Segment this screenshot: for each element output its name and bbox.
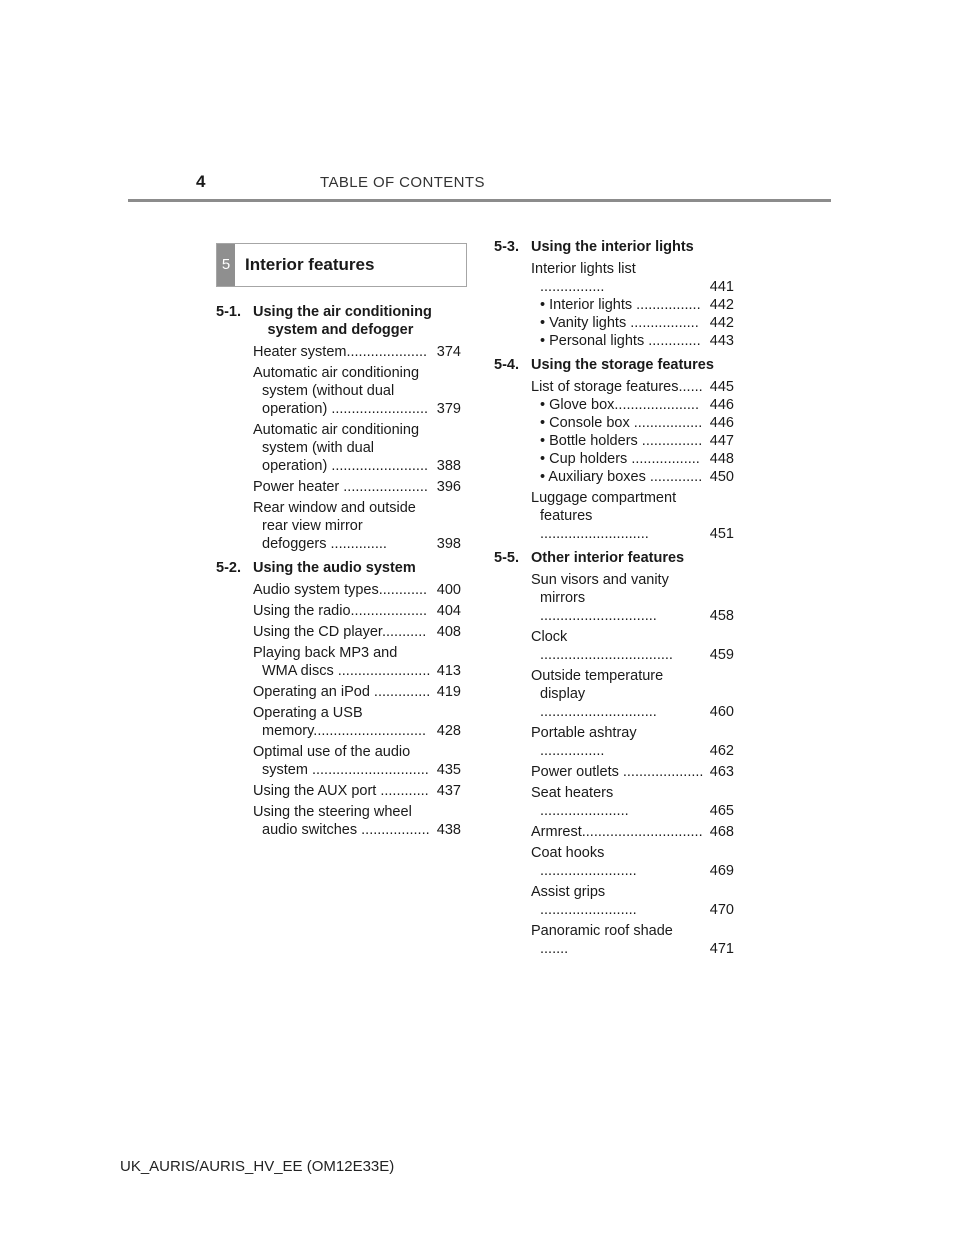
toc-entry-label: Seat heaters ...................... [531,785,629,819]
toc-page-number: 458 [709,608,734,624]
toc-bullet-entry[interactable] [531,396,734,414]
toc-entry-label: Interior lights list ................ [531,261,636,295]
document-code: UK_AURIS/AURIS_HV_EE (OM12E33E) [120,1158,395,1175]
toc-bullet-entry[interactable] [531,332,734,350]
toc-entry[interactable] [531,724,734,760]
toc-page-number: 388 [436,458,461,474]
toc-entry-label: Armrest.............................. [531,824,703,840]
toc-entry[interactable] [253,623,461,641]
toc-entry[interactable] [253,421,461,475]
subsection-title: Using the audio system [253,560,416,576]
toc-page-number: 460 [709,704,734,720]
subsection-title: Other interior features [531,550,685,566]
toc-page-number: 463 [709,764,734,780]
toc-bullet-list [531,296,734,350]
subsection-title: Using the interior lights [531,239,694,255]
toc-entry-list [494,378,734,543]
toc-page-number: 465 [709,803,734,819]
toc-bullet-entry[interactable] [531,432,734,450]
toc-page-number: 400 [436,582,461,598]
toc-entry-label: Assist grips ........................ [531,884,637,918]
toc-entry-label: • Bottle holders ............... [540,433,703,449]
toc-entry[interactable] [253,803,461,839]
toc-entry-label: • Console box ................. [540,415,703,431]
toc-entry-label: Rear window and outside rear view mirror defoggers .............. [253,500,416,552]
toc-entry-label: Using the radio................... [253,603,428,619]
page-number: 4 [196,172,206,191]
toc-page-number: 445 [709,379,734,395]
toc-page-number: 408 [436,624,461,640]
subsection-heading [494,238,734,256]
toc-page-number: 438 [436,822,461,838]
toc-entry-label: Using the CD player........... [253,624,427,640]
toc-entry-label: Using the AUX port ............ [253,783,429,799]
toc-entry-label: Operating a USB memory............................ [253,705,427,739]
toc-page-number: 450 [709,469,734,485]
toc-entry-label: List of storage features...... [531,379,703,395]
toc-entry-label: • Cup holders ................. [540,451,700,467]
toc-page-number: 471 [709,941,734,957]
toc-entry-label: Automatic air conditioning system (with dual operation) ........................ [253,422,429,474]
toc-entry[interactable] [253,704,461,740]
toc-page-number: 398 [436,536,461,552]
toc-entry[interactable] [531,628,734,664]
toc-page-number: 404 [436,603,461,619]
toc-page-number: 442 [709,315,734,331]
toc-page-number: 447 [709,433,734,449]
toc-entry-label: Automatic air conditioning system (without dual operation) ........................ [253,365,429,417]
subsection-heading [494,549,734,567]
toc-entry-label: • Glove box..................... [540,397,699,413]
toc-entry-list [216,581,461,839]
toc-entry[interactable] [531,823,734,841]
toc-entry-label: Operating an iPod .............. [253,684,431,700]
toc-page-number: 374 [436,344,461,360]
toc-subsection [494,549,734,958]
toc-page-number: 446 [709,397,734,413]
toc-page-number: 419 [436,684,461,700]
section-heading [216,243,467,287]
toc-page-number: 470 [709,902,734,918]
section-title: Interior features [245,255,375,274]
toc-entry[interactable] [531,260,734,296]
toc-entry-label: Power heater ..................... [253,479,428,495]
toc-page-number: 451 [709,526,734,542]
toc-page-number: 468 [709,824,734,840]
toc-entry[interactable] [253,499,461,553]
toc-bullet-entry[interactable] [531,314,734,332]
toc-entry[interactable] [531,667,734,721]
toc-page-number: 446 [709,415,734,431]
subsection-heading [494,356,734,374]
subsection-heading [216,303,461,339]
toc-page-number: 379 [436,401,461,417]
toc-bullet-entry[interactable] [531,450,734,468]
toc-entry-label: • Personal lights ............. [540,333,701,349]
page-header [128,0,831,202]
toc-entry-label: Portable ashtray ................ [531,725,637,759]
toc-entry-label: Playing back MP3 and WMA discs ....................... [253,645,431,679]
toc-entry-label: • Auxiliary boxes ............. [540,469,703,485]
toc-entry-label: Sun visors and vanity mirrors ............................. [531,572,669,624]
toc-entry-label: Outside temperature display ............................. [531,668,664,720]
toc-page-number: 469 [709,863,734,879]
toc-bullet-entry[interactable] [531,414,734,432]
toc-entry[interactable] [253,602,461,620]
toc-entry-label: Coat hooks ........................ [531,845,637,879]
toc-entry[interactable] [531,883,734,919]
subsection-number: 5-1. [216,304,241,320]
subsection-title: Using the storage features [531,357,714,373]
subsection-number: 5-5. [494,550,519,566]
toc-right-column [494,238,734,964]
toc-entry[interactable] [531,489,734,543]
toc-left-column [216,303,461,845]
toc-page-number: 462 [709,743,734,759]
toc-page-number: 442 [709,297,734,313]
toc-entry[interactable] [531,844,734,880]
toc-entry[interactable] [531,922,734,958]
toc-entry-label: Luggage compartment features ........................... [531,490,677,542]
toc-entry-label: Panoramic roof shade ....... [531,923,673,957]
toc-subsection [216,559,461,839]
toc-bullet-entry[interactable] [531,296,734,314]
toc-page-number: 435 [436,762,461,778]
subsection-number: 5-2. [216,560,241,576]
toc-page-number: 459 [709,647,734,663]
toc-subsection [216,303,461,553]
toc-entry-label: Optimal use of the audio system ............................. [253,744,429,778]
toc-subsection [494,356,734,543]
toc-entry-label: Heater system.................... [253,344,428,360]
header-divider [128,199,831,202]
toc-entry[interactable] [253,343,461,361]
toc-entry-list [494,260,734,350]
toc-entry[interactable] [253,782,461,800]
toc-page-number: 443 [709,333,734,349]
toc-page-number: 396 [436,479,461,495]
toc-bullet-list [531,396,734,486]
toc-entry[interactable] [531,571,734,625]
toc-entry[interactable] [531,378,734,396]
toc-entry-list [494,571,734,958]
toc-entry[interactable] [253,683,461,701]
toc-entry-label: Clock ................................. [531,629,673,663]
toc-entry[interactable] [531,763,734,781]
toc-entry-label: • Vanity lights ................. [540,315,699,331]
subsection-heading [216,559,461,577]
toc-entry-label: • Interior lights ................ [540,297,701,313]
toc-page-number: 413 [436,663,461,679]
toc-page-number: 448 [709,451,734,467]
subsection-number: 5-4. [494,357,519,373]
toc-entry[interactable] [253,644,461,680]
toc-bullet-entry[interactable] [531,468,734,486]
toc-page-number: 441 [709,279,734,295]
toc-subsection [494,238,734,350]
section-number-tab: 5 [217,244,235,286]
toc-entry[interactable] [253,581,461,599]
toc-entry[interactable] [531,784,734,820]
toc-page-number: 437 [436,783,461,799]
toc-entry-label: Power outlets .................... [531,764,704,780]
subsection-title: Using the air conditioning system and defogger [253,304,432,338]
toc-entry[interactable] [253,364,461,418]
subsection-number: 5-3. [494,239,519,255]
toc-page-number: 428 [436,723,461,739]
toc-entry-label: Audio system types............ [253,582,428,598]
toc-entry[interactable] [253,743,461,779]
toc-entry-list [216,343,461,553]
header-title: TABLE OF CONTENTS [320,174,485,191]
toc-entry[interactable] [253,478,461,496]
toc-entry-label: Using the steering wheel audio switches ................. [253,804,430,838]
